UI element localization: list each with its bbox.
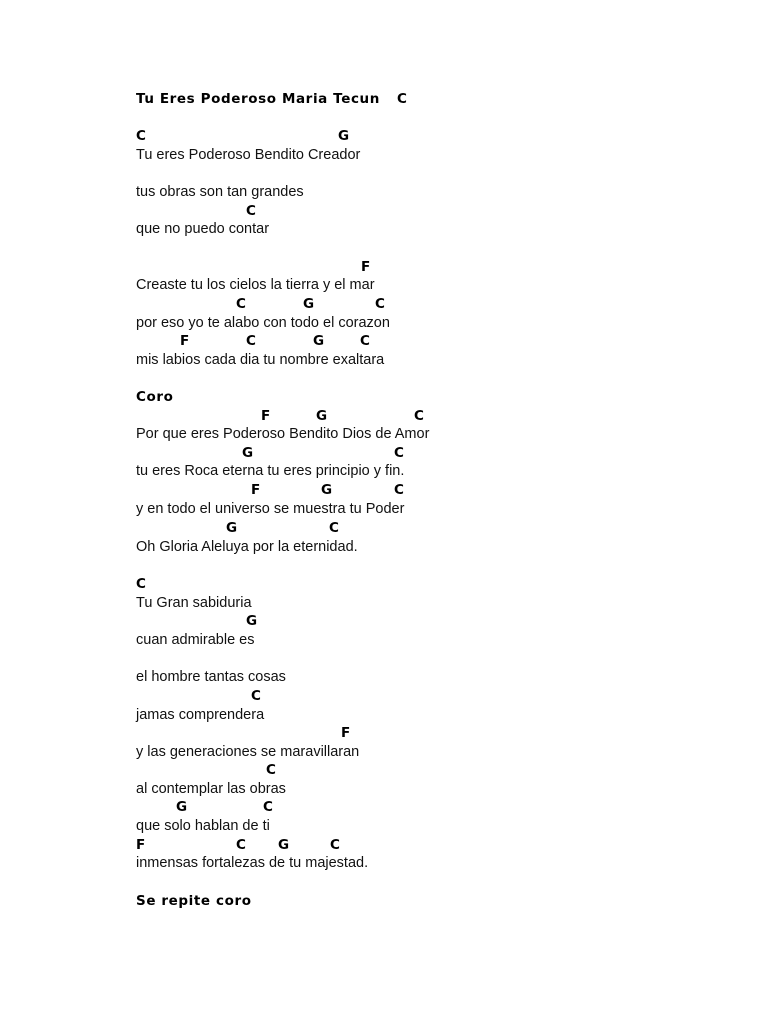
lyric-line: Por que eres Poderoso Bendito Dios de Amor	[136, 426, 430, 442]
repeat-chorus-note: Se repite coro	[136, 893, 252, 909]
chord: G	[176, 799, 188, 815]
lyric-line: por eso yo te alabo con todo el corazon	[136, 315, 390, 331]
chord: C	[266, 762, 276, 778]
song-key: C	[397, 91, 407, 107]
chord: G	[321, 482, 333, 498]
chord: G	[226, 520, 238, 536]
chord: G	[303, 296, 315, 312]
chord: F	[180, 333, 190, 349]
chord: G	[246, 613, 258, 629]
chord: C	[394, 445, 404, 461]
chord: C	[360, 333, 370, 349]
chord: G	[316, 408, 328, 424]
lyric-line: al contemplar las obras	[136, 781, 286, 797]
chord: G	[278, 837, 290, 853]
lyric-line: cuan admirable es	[136, 632, 255, 648]
chord: C	[236, 296, 246, 312]
lyric-line: Tu eres Poderoso Bendito Creador	[136, 147, 361, 163]
chord: F	[361, 259, 371, 275]
chord: G	[242, 445, 254, 461]
lyric-line: Oh Gloria Aleluya por la eternidad.	[136, 539, 358, 555]
chord: C	[246, 333, 256, 349]
chord: C	[251, 688, 261, 704]
chord: C	[136, 576, 146, 592]
chord: C	[329, 520, 339, 536]
chord: F	[136, 837, 146, 853]
chord: G	[338, 128, 350, 144]
lyric-line: Tu Gran sabiduria	[136, 595, 252, 611]
chord: C	[136, 128, 146, 144]
lyric-line: y las generaciones se maravillaran	[136, 744, 360, 760]
chord: C	[263, 799, 273, 815]
chord: C	[375, 296, 385, 312]
chord: G	[313, 333, 325, 349]
lyric-line: y en todo el universo se muestra tu Poder	[136, 501, 405, 517]
lyric-line: inmensas fortalezas de tu majestad.	[136, 855, 369, 871]
lyric-line: que no puedo contar	[136, 221, 270, 237]
chorus-heading: Coro	[136, 389, 174, 405]
lyric-line: mis labios cada dia tu nombre exaltara	[136, 352, 385, 368]
song-title: Tu Eres Poderoso Maria Tecun	[136, 91, 380, 107]
chord: C	[394, 482, 404, 498]
chord: C	[414, 408, 424, 424]
lyric-line: tu eres Roca eterna tu eres principio y fin.	[136, 463, 405, 479]
chord: C	[236, 837, 246, 853]
chord: F	[251, 482, 261, 498]
lyric-line: el hombre tantas cosas	[136, 669, 286, 685]
lyric-line: que solo hablan de ti	[136, 818, 270, 834]
lyric-line: tus obras son tan grandes	[136, 184, 304, 200]
chord: C	[330, 837, 340, 853]
chord: C	[246, 203, 256, 219]
lyric-line: Creaste tu los cielos la tierra y el mar	[136, 277, 375, 293]
chord: F	[261, 408, 271, 424]
lyric-line: jamas comprendera	[136, 707, 265, 723]
chord: F	[341, 725, 351, 741]
